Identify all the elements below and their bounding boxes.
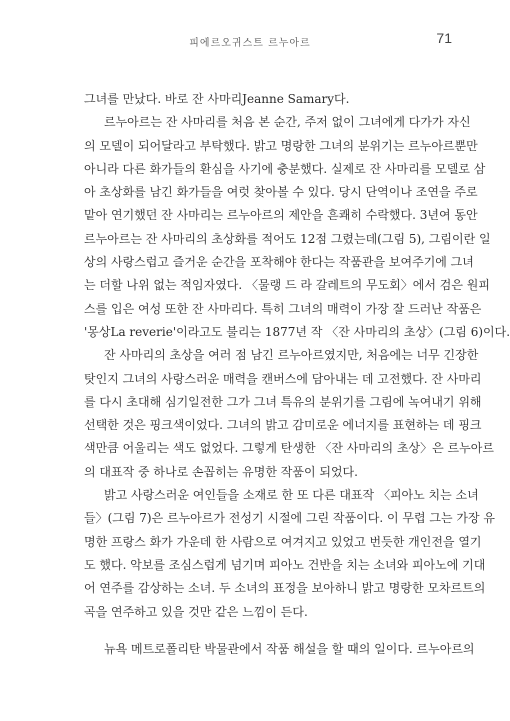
paragraph-5 [84,638,475,661]
text-line: '몽상La reverie'이라고도 불리는 1877년 작 〈잔 사마리의 초상〉(그림 6)이다. [84,324,510,339]
paragraph-2 [84,111,510,344]
text-line: 뉴욕 메트로폴리탄 박물관에서 작품 해설을 할 때의 일이다. 르누아르의 [104,641,475,656]
text-line: 명한 프랑스 화가 가운데 한 사람으로 여겨지고 있었고 번듯한 개인전을 열기 [84,534,482,549]
paragraph-3 [84,344,494,484]
text-line: 맡아 연기했던 잔 사마리는 르누아르의 제안을 흔쾌히 수락했다. 3년여 동안 [84,208,478,223]
text-line: 도 했다. 악보를 조심스럽게 넘기며 피아노 건반을 치는 소녀와 피아노에 기대 [84,557,486,572]
paragraph-1 [84,88,432,111]
text-line: 스를 입은 여성 또한 잔 사마리다. 특히 그녀의 매력이 가장 잘 드러난 작품은 [84,301,482,316]
text-line: 들〉(그림 7)은 르누아르가 전성기 시절에 그린 작품이다. 이 무렵 그는 가장 유 [84,511,495,526]
text-line: 를 다시 초대해 심기일전한 그가 그녀 특유의 분위기를 그림에 녹여내기 위해 [84,394,482,409]
text-line: 탓인지 그녀의 사랑스러운 매력을 캔버스에 담아내는 데 고전했다. 잔 사마리 [84,371,482,386]
text-line: 그녀를 만났다. 바로 잔 사마리Jeanne Samary다. [84,92,350,106]
section-break [84,624,432,638]
text-line: 색만큼 어울리는 색도 없었다. 그렇게 탄생한 〈잔 사마리의 초상〉은 르누아르 [84,441,494,456]
text-line: 는 더할 나위 없는 적임자였다. 〈물랭 드 라 갈레트의 무도회〉에서 검은 원피 [84,278,490,293]
text-line: 르누아르는 잔 사마리의 초상화를 적어도 12점 그렸는데(그림 5), 그림이란 일 [84,231,491,246]
text-line: 잔 사마리의 초상을 여러 점 남긴 르누아르였지만, 처음에는 너무 긴장한 [104,348,479,363]
text-line: 르누아르는 잔 사마리를 처음 본 순간, 주저 없이 그녀에게 다가가 자신 [104,115,471,130]
text-line: 밝고 사랑스러운 여인들을 소재로 한 또 다른 대표작 〈피아노 치는 소녀 [104,488,479,503]
text-line: 선택한 것은 핑크색이었다. 그녀의 밝고 감미로운 에너지를 표현하는 데 핑크 [84,418,482,433]
page-number: 71 [436,30,452,46]
text-line: 의 모델이 되어달라고 부탁했다. 밝고 명랑한 그녀의 분위기는 르누아르뿐만 [84,138,478,153]
text-line: 상의 사랑스럽고 즐거운 순간을 포착해야 한다는 작품관을 보여주기에 그녀 [84,255,474,270]
paragraph-4 [84,484,495,624]
text-line: 곡을 연주하고 있을 것만 같은 느낌이 든다. [84,604,308,619]
body-text [84,88,510,661]
text-line: 의 대표작 중 하나로 손꼽히는 유명한 작품이 되었다. [84,464,358,479]
text-line: 아니라 다른 화가들의 환심을 사기에 충분했다. 실제로 잔 사마리를 모델로 삼 [84,161,486,176]
text-line: 아 초상화를 남긴 화가들을 여럿 찾아볼 수 있다. 당시 단역이나 조연을 주로 [84,185,478,200]
text-line: 어 연주를 감상하는 소녀. 두 소녀의 표정을 보아하니 밝고 명랑한 모차르트의 [84,581,486,596]
running-head: 피에르오귀스트 르누아르 [189,38,311,49]
